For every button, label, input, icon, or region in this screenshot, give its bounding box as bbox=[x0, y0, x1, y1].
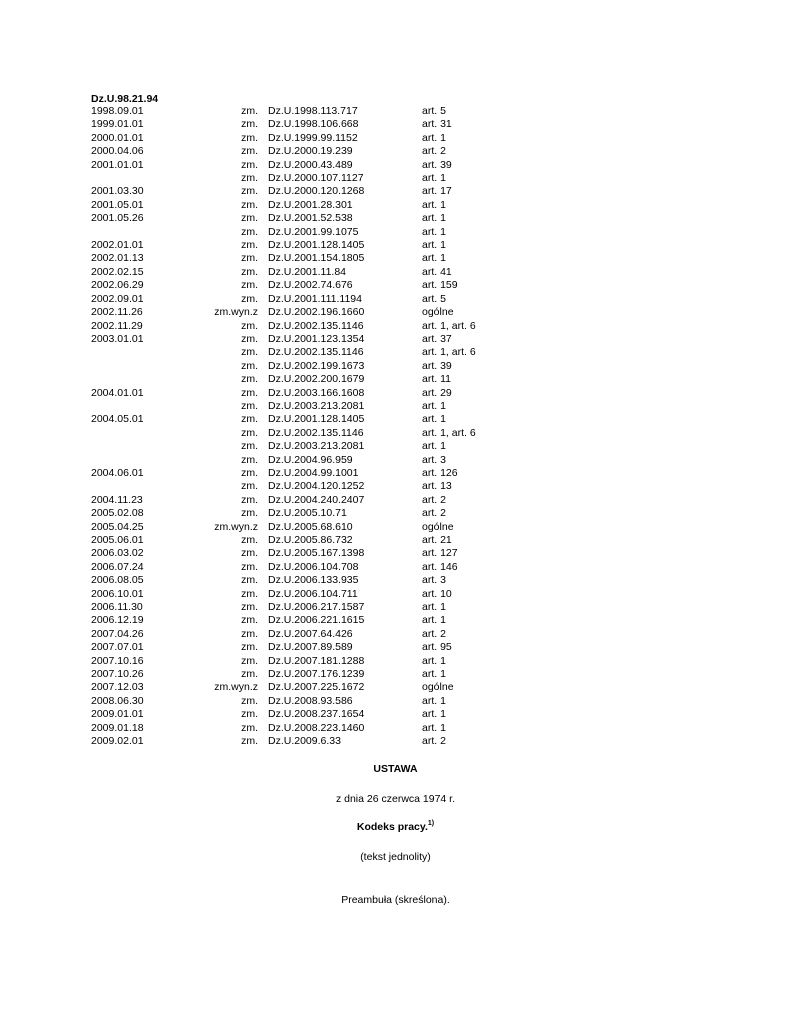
amendment-date: 2002.02.15 bbox=[91, 265, 144, 278]
amendment-date: 2005.04.25 bbox=[91, 520, 144, 533]
amendment-date bbox=[91, 400, 195, 413]
amendment-ref: Dz.U.2007.181.1288 bbox=[268, 654, 365, 667]
amendment-type: zm. bbox=[241, 668, 258, 681]
amendment-ref: Dz.U.2002.135.1146 bbox=[268, 319, 364, 332]
amendment-type: zm. bbox=[241, 440, 258, 453]
amendment-article: art. 31 bbox=[422, 118, 452, 131]
amendment-type: zm. bbox=[241, 145, 258, 158]
amendment-row bbox=[91, 252, 502, 265]
amendment-date: 2002.11.29 bbox=[91, 319, 143, 332]
amendment-row bbox=[91, 400, 502, 413]
amendment-type: zm. bbox=[241, 212, 258, 225]
amendment-article: art. 146 bbox=[422, 560, 458, 573]
amendment-row bbox=[91, 507, 502, 520]
amendment-ref: Dz.U.2005.10.71 bbox=[268, 507, 347, 520]
amendment-row bbox=[91, 387, 502, 400]
amendment-date: 2002.01.13 bbox=[91, 252, 144, 265]
amendment-ref: Dz.U.2005.68.610 bbox=[268, 520, 353, 533]
amendment-date bbox=[91, 373, 195, 386]
amendment-ref: Dz.U.2004.120.1252 bbox=[268, 480, 365, 493]
amendment-ref: Dz.U.2006.133.935 bbox=[268, 574, 359, 587]
amendment-type: zm. bbox=[241, 601, 258, 614]
amendment-ref: Dz.U.1998.113.717 bbox=[268, 105, 358, 117]
amendment-ref: Dz.U.2000.107.1127 bbox=[268, 172, 364, 185]
amendment-article: art. 159 bbox=[422, 279, 458, 292]
amendment-article: art. 2 bbox=[422, 145, 446, 158]
unified-text-note: (tekst jednolity) bbox=[360, 851, 431, 863]
amendment-type: zm. bbox=[241, 614, 258, 627]
amendment-article: art. 37 bbox=[422, 332, 452, 345]
amendment-type: zm. bbox=[241, 507, 258, 520]
amendment-date: 2006.07.24 bbox=[91, 560, 144, 573]
amendment-type: zm. bbox=[241, 319, 258, 332]
amendment-article: art. 1 bbox=[422, 668, 446, 681]
amendment-type: zm. bbox=[241, 493, 258, 506]
amendment-row bbox=[91, 641, 502, 654]
amendment-row bbox=[91, 534, 502, 547]
amendment-date: 2007.10.26 bbox=[91, 668, 144, 681]
amendment-date bbox=[91, 440, 195, 453]
amendment-type: zm. bbox=[241, 185, 258, 198]
amendment-date: 2006.08.05 bbox=[91, 574, 144, 587]
amendment-type: zm. bbox=[241, 426, 258, 439]
amendment-type: zm. bbox=[241, 560, 258, 573]
amendment-date: 2004.01.01 bbox=[91, 386, 144, 399]
amendment-date: 2007.10.16 bbox=[91, 654, 144, 667]
amendment-article: art. 10 bbox=[422, 587, 452, 600]
amendment-ref: Dz.U.2005.86.732 bbox=[268, 534, 353, 546]
amendment-row bbox=[91, 132, 502, 145]
amendment-date: 2002.01.01 bbox=[91, 239, 144, 252]
amendment-article: art. 1 bbox=[422, 440, 446, 453]
amendment-row bbox=[91, 306, 502, 319]
code-title-text: Kodeks pracy. bbox=[356, 821, 428, 833]
amendment-row bbox=[91, 521, 502, 534]
amendment-type: zm. bbox=[241, 118, 258, 131]
amendment-date bbox=[91, 226, 195, 239]
amendment-date bbox=[91, 427, 195, 440]
amendment-row bbox=[91, 145, 502, 158]
amendment-article: art. 1, art. 6 bbox=[422, 319, 476, 332]
act-date: z dnia 26 czerwca 1974 r. bbox=[335, 793, 456, 805]
amendment-article: art. 1 bbox=[422, 131, 446, 144]
amendment-article: art. 5 bbox=[422, 105, 446, 117]
amendment-type: zm. bbox=[241, 386, 258, 399]
amendment-row bbox=[91, 708, 502, 721]
amendment-date: 2006.12.19 bbox=[91, 614, 144, 627]
amendment-ref: Dz.U.2007.89.589 bbox=[268, 641, 353, 654]
amendment-row bbox=[91, 494, 502, 507]
amendment-type: zm. bbox=[241, 547, 258, 560]
amendment-article: art. 1 bbox=[422, 708, 446, 721]
amendment-article: art. 39 bbox=[422, 158, 452, 171]
amendment-row bbox=[91, 574, 502, 587]
amendment-date: 2001.05.01 bbox=[91, 198, 144, 211]
amendment-row bbox=[91, 588, 502, 601]
amendment-ref: Dz.U.2008.93.586 bbox=[268, 694, 353, 707]
amendment-ref: Dz.U.2001.123.1354 bbox=[268, 332, 365, 345]
amendment-article: art. 13 bbox=[422, 480, 452, 493]
amendment-ref: Dz.U.2007.64.426 bbox=[268, 627, 353, 640]
amendment-article: art. 1 bbox=[422, 654, 446, 667]
amendment-row bbox=[91, 199, 502, 212]
amendment-row bbox=[91, 279, 502, 292]
amendment-date bbox=[91, 360, 195, 373]
amendment-type: zm. bbox=[241, 453, 258, 466]
amendment-article: art. 2 bbox=[422, 627, 446, 640]
amendment-type: zm. bbox=[241, 708, 258, 721]
amendment-article: art. 1 bbox=[422, 399, 446, 412]
amendment-row bbox=[91, 427, 502, 440]
amendment-ref: Dz.U.1999.99.1152 bbox=[268, 131, 358, 144]
amendment-row bbox=[91, 440, 502, 453]
amendment-date bbox=[91, 480, 195, 493]
amendment-ref: Dz.U.2008.237.1654 bbox=[268, 708, 365, 721]
amendment-row bbox=[91, 413, 502, 426]
amendment-type: zm. bbox=[241, 158, 258, 171]
amendment-article: art. 95 bbox=[422, 641, 452, 654]
amendment-ref: Dz.U.2003.166.1608 bbox=[268, 386, 365, 399]
amendment-type: zm. bbox=[241, 292, 258, 305]
amendment-row bbox=[91, 346, 502, 359]
amendment-ref: Dz.U.2004.96.959 bbox=[268, 453, 353, 466]
amendment-date: 2002.09.01 bbox=[91, 292, 144, 305]
amendment-ref: Dz.U.2001.128.1405 bbox=[268, 239, 365, 252]
amendment-article: art. 1 bbox=[422, 721, 446, 734]
amendment-row bbox=[91, 722, 502, 735]
amendment-article: art. 3 bbox=[422, 453, 446, 466]
amendment-article: art. 127 bbox=[422, 547, 458, 560]
amendment-article: art. 1 bbox=[422, 225, 446, 238]
amendment-ref: Dz.U.2009.6.33 bbox=[268, 735, 341, 748]
amendment-type: zm. bbox=[241, 654, 258, 667]
amendment-date: 2002.11.26 bbox=[91, 306, 143, 319]
amendment-ref: Dz.U.2003.213.2081 bbox=[268, 440, 365, 453]
amendment-type: zm. bbox=[241, 587, 258, 600]
amendment-ref: Dz.U.2001.99.1075 bbox=[268, 225, 359, 238]
amendment-article: art. 1 bbox=[422, 413, 446, 426]
amendment-row bbox=[91, 614, 502, 627]
amendment-row bbox=[91, 695, 502, 708]
amendment-row bbox=[91, 735, 502, 748]
amendment-article: ogólne bbox=[422, 306, 454, 319]
amendments-table bbox=[91, 105, 502, 749]
amendment-type: zm.wyn.z bbox=[214, 520, 258, 533]
amendment-row bbox=[91, 320, 502, 333]
amendment-date: 2005.06.01 bbox=[91, 534, 144, 546]
amendment-row bbox=[91, 628, 502, 641]
amendment-date: 2009.01.18 bbox=[91, 721, 144, 734]
amendment-row bbox=[91, 226, 502, 239]
amendment-date: 2005.02.08 bbox=[91, 507, 144, 520]
amendment-row bbox=[91, 172, 502, 185]
amendment-date: 2007.12.03 bbox=[91, 681, 144, 694]
amendment-ref: Dz.U.2000.120.1268 bbox=[268, 185, 365, 198]
amendment-ref: Dz.U.2002.200.1679 bbox=[268, 373, 365, 386]
amendment-ref: Dz.U.2003.213.2081 bbox=[268, 399, 365, 412]
amendment-row bbox=[91, 239, 502, 252]
amendment-date: 2000.01.01 bbox=[91, 131, 144, 144]
amendment-type: zm. bbox=[241, 346, 258, 359]
act-title: USTAWA bbox=[373, 763, 418, 775]
amendment-type: zm. bbox=[241, 198, 258, 211]
amendment-row bbox=[91, 601, 502, 614]
amendment-ref: Dz.U.2001.128.1405 bbox=[268, 413, 365, 426]
amendment-article: art. 1 bbox=[422, 252, 446, 265]
amendment-article: art. 11 bbox=[422, 373, 451, 386]
amendment-ref: Dz.U.2001.154.1805 bbox=[268, 252, 365, 265]
amendment-ref: Dz.U.2002.135.1146 bbox=[268, 426, 364, 439]
amendment-type: zm. bbox=[241, 225, 258, 238]
amendment-ref: Dz.U.2001.111.1194 bbox=[268, 292, 362, 305]
amendment-ref: Dz.U.2004.240.2407 bbox=[268, 493, 365, 506]
amendment-type: zm. bbox=[241, 721, 258, 734]
amendment-type: zm. bbox=[241, 574, 258, 587]
amendment-row bbox=[91, 655, 502, 668]
amendment-date: 2009.01.01 bbox=[91, 708, 144, 721]
amendment-date: 2007.04.26 bbox=[91, 627, 144, 640]
amendment-row bbox=[91, 118, 502, 131]
amendment-date bbox=[91, 346, 195, 359]
amendment-ref: Dz.U.2002.199.1673 bbox=[268, 359, 365, 372]
amendment-ref: Dz.U.2006.217.1587 bbox=[268, 601, 365, 614]
amendment-ref: Dz.U.2005.167.1398 bbox=[268, 547, 365, 560]
amendment-article: art. 1 bbox=[422, 198, 446, 211]
amendment-date: 2001.01.01 bbox=[91, 158, 144, 171]
amendment-article: art. 41 bbox=[422, 265, 452, 278]
amendment-date: 2004.11.23 bbox=[91, 493, 143, 506]
code-title bbox=[0, 820, 791, 833]
document-id: Dz.U.98.21.94 bbox=[91, 93, 159, 105]
amendment-ref: Dz.U.2008.223.1460 bbox=[268, 721, 365, 734]
amendment-row bbox=[91, 212, 502, 225]
preamble: Preambuła (skreślona). bbox=[341, 894, 450, 906]
amendment-type: zm. bbox=[241, 373, 258, 386]
amendment-ref: Dz.U.2007.225.1672 bbox=[268, 681, 365, 694]
amendment-article: ogólne bbox=[422, 681, 454, 694]
amendment-date: 2003.01.01 bbox=[91, 332, 144, 345]
amendment-row bbox=[91, 360, 502, 373]
amendment-article: art. 2 bbox=[422, 735, 446, 748]
amendment-date bbox=[91, 172, 195, 185]
amendment-type: zm. bbox=[241, 466, 258, 479]
amendment-type: zm. bbox=[241, 480, 258, 493]
amendment-article: art. 2 bbox=[422, 493, 446, 506]
amendment-ref: Dz.U.2007.176.1239 bbox=[268, 668, 365, 681]
amendment-row bbox=[91, 185, 502, 198]
amendment-ref: Dz.U.2001.28.301 bbox=[268, 198, 353, 211]
amendment-date: 1999.01.01 bbox=[91, 118, 144, 131]
amendment-type: zm. bbox=[241, 239, 258, 252]
amendment-ref: Dz.U.2004.99.1001 bbox=[268, 466, 359, 479]
amendment-date bbox=[91, 454, 195, 467]
amendment-row bbox=[91, 454, 502, 467]
amendment-row bbox=[91, 333, 502, 346]
amendment-ref: Dz.U.2006.104.708 bbox=[268, 560, 359, 573]
amendment-article: art. 1 bbox=[422, 614, 446, 627]
amendment-date: 2007.07.01 bbox=[91, 641, 144, 654]
amendment-type: zm. bbox=[241, 332, 258, 345]
amendment-row bbox=[91, 159, 502, 172]
amendment-type: zm. bbox=[241, 279, 258, 292]
amendment-type: zm. bbox=[241, 172, 258, 185]
amendment-article: art. 17 bbox=[422, 185, 452, 198]
amendment-article: art. 1 bbox=[422, 601, 446, 614]
amendment-row bbox=[91, 373, 502, 386]
amendment-row bbox=[91, 293, 502, 306]
amendment-type: zm. bbox=[241, 641, 258, 654]
amendment-type: zm. bbox=[241, 252, 258, 265]
amendment-article: art. 39 bbox=[422, 359, 452, 372]
amendment-type: zm.wyn.z bbox=[214, 681, 258, 694]
amendment-type: zm. bbox=[241, 131, 258, 144]
amendment-row bbox=[91, 105, 502, 118]
amendment-type: zm. bbox=[241, 694, 258, 707]
amendment-row bbox=[91, 668, 502, 681]
amendment-type: zm. bbox=[241, 359, 258, 372]
amendment-ref: Dz.U.2002.74.676 bbox=[268, 279, 353, 292]
amendment-type: zm. bbox=[241, 534, 258, 546]
amendment-date: 2009.02.01 bbox=[91, 735, 144, 748]
amendment-ref: Dz.U.2000.19.239 bbox=[268, 145, 353, 158]
amendment-date: 2006.03.02 bbox=[91, 547, 144, 560]
amendment-article: art. 29 bbox=[422, 386, 452, 399]
amendment-date: 2004.05.01 bbox=[91, 413, 144, 426]
amendments-body bbox=[91, 105, 502, 749]
amendment-date: 2006.11.30 bbox=[91, 601, 143, 614]
amendment-row bbox=[91, 266, 502, 279]
amendment-row bbox=[91, 561, 502, 574]
amendment-ref: Dz.U.2000.43.489 bbox=[268, 158, 353, 171]
amendment-row bbox=[91, 467, 502, 480]
amendment-type: zm. bbox=[241, 399, 258, 412]
amendment-ref: Dz.U.2006.104.711 bbox=[268, 587, 358, 600]
amendment-date: 2000.04.06 bbox=[91, 145, 144, 158]
amendment-ref: Dz.U.2001.11.84 bbox=[268, 265, 347, 278]
amendment-date: 2001.03.30 bbox=[91, 185, 144, 198]
amendment-ref: Dz.U.2001.52.538 bbox=[268, 212, 353, 225]
amendment-type: zm. bbox=[241, 413, 258, 426]
amendment-date: 2001.05.26 bbox=[91, 212, 144, 225]
amendment-article: art. 1, art. 6 bbox=[422, 346, 476, 359]
amendment-article: art. 1 bbox=[422, 212, 446, 225]
amendment-ref: Dz.U.2002.196.1660 bbox=[268, 306, 365, 319]
amendment-type: zm. bbox=[241, 105, 258, 117]
amendment-article: art. 3 bbox=[422, 574, 446, 587]
amendment-row bbox=[91, 480, 502, 493]
amendment-article: art. 21 bbox=[422, 534, 452, 546]
amendment-date: 2002.06.29 bbox=[91, 279, 144, 292]
amendment-article: art. 1 bbox=[422, 694, 446, 707]
amendment-date: 2004.06.01 bbox=[91, 466, 144, 479]
amendment-date: 2008.06.30 bbox=[91, 694, 144, 707]
amendment-ref: Dz.U.1998.106.668 bbox=[268, 118, 359, 131]
amendment-date: 2006.10.01 bbox=[91, 587, 144, 600]
amendment-row bbox=[91, 681, 502, 694]
amendment-type: zm.wyn.z bbox=[214, 306, 258, 319]
amendment-article: art. 5 bbox=[422, 292, 446, 305]
amendment-article: art. 1, art. 6 bbox=[422, 426, 476, 439]
amendment-article: art. 126 bbox=[422, 466, 458, 479]
amendment-type: zm. bbox=[241, 265, 258, 278]
amendment-article: ogólne bbox=[422, 520, 454, 533]
amendment-type: zm. bbox=[241, 627, 258, 640]
amendment-ref: Dz.U.2006.221.1615 bbox=[268, 614, 365, 627]
amendment-type: zm. bbox=[241, 735, 258, 748]
amendment-ref: Dz.U.2002.135.1146 bbox=[268, 346, 364, 359]
footnote-ref[interactable]: 1) bbox=[427, 820, 435, 827]
amendment-article: art. 1 bbox=[422, 239, 446, 252]
amendment-article: art. 1 bbox=[422, 172, 446, 185]
amendment-date: 1998.09.01 bbox=[91, 105, 144, 117]
amendment-article: art. 2 bbox=[422, 507, 446, 520]
amendment-row bbox=[91, 547, 502, 560]
